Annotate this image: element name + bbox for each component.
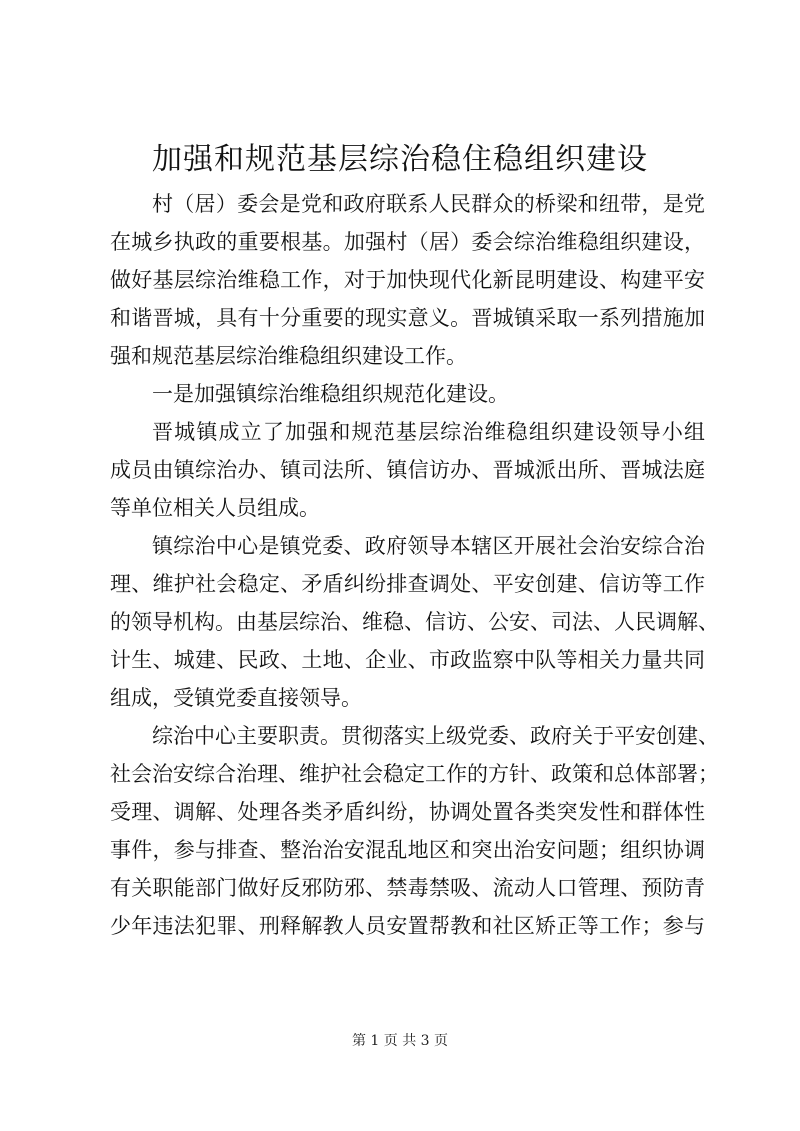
paragraph-line: 成员由镇综治办、镇司法所、镇信访办、晋城派出所、晋城法庭 xyxy=(110,458,705,482)
paragraph-line: 有关职能部门做好反邪防邪、禁毒禁吸、流动人口管理、预防青 xyxy=(110,876,705,900)
paragraph-line: 综治中心主要职责。贯彻落实上级党委、政府关于平安创建、 xyxy=(152,724,719,748)
paragraph-line: 做好基层综治维稳工作，对于加快现代化新昆明建设、构建平安 xyxy=(110,268,705,292)
paragraph-line: 等单位相关人员组成。 xyxy=(110,496,320,520)
paragraph-line: 计生、城建、民政、土地、企业、市政监察中队等相关力量共同 xyxy=(110,648,705,672)
paragraph-line: 的领导机构。由基层综治、维稳、信访、公安、司法、人民调解、 xyxy=(110,610,719,634)
paragraph-line: 晋城镇成立了加强和规范基层综治维稳组织建设领导小组 xyxy=(152,420,705,444)
paragraph-line: 和谐晋城，具有十分重要的现实意义。晋城镇采取一系列措施加 xyxy=(110,306,705,330)
paragraph-line: 少年违法犯罪、刑释解教人员安置帮教和社区矫正等工作；参与 xyxy=(110,914,705,938)
page-number-footer: 第 1 页 共 3 页 xyxy=(351,1033,449,1049)
document-body xyxy=(110,185,719,945)
section-heading: 一是加强镇综治维稳组织规范化建设。 xyxy=(152,382,509,406)
paragraph-line: 强和规范基层综治维稳组织建设工作。 xyxy=(110,344,467,368)
paragraph-line: 在城乡执政的重要根基。加强村（居）委会综治维稳组织建设， xyxy=(110,230,705,254)
paragraph-line: 理、维护社会稳定、矛盾纠纷排查调处、平安创建、信访等工作 xyxy=(110,572,705,596)
paragraph-line: 受理、调解、处理各类矛盾纠纷，协调处置各类突发性和群体性 xyxy=(110,800,705,824)
paragraph-line: 社会治安综合治理、维护社会稳定工作的方针、政策和总体部署； xyxy=(110,762,719,786)
paragraph-line: 组成，受镇党委直接领导。 xyxy=(110,686,362,710)
page-title: 加强和规范基层综治稳住稳组织建设 xyxy=(152,142,648,177)
paragraph-line: 镇综治中心是镇党委、政府领导本辖区开展社会治安综合治 xyxy=(152,534,705,558)
paragraph-line: 村（居）委会是党和政府联系人民群众的桥梁和纽带，是党 xyxy=(152,192,705,216)
paragraph-line: 事件，参与排查、整治治安混乱地区和突出治安问题；组织协调 xyxy=(110,838,705,862)
